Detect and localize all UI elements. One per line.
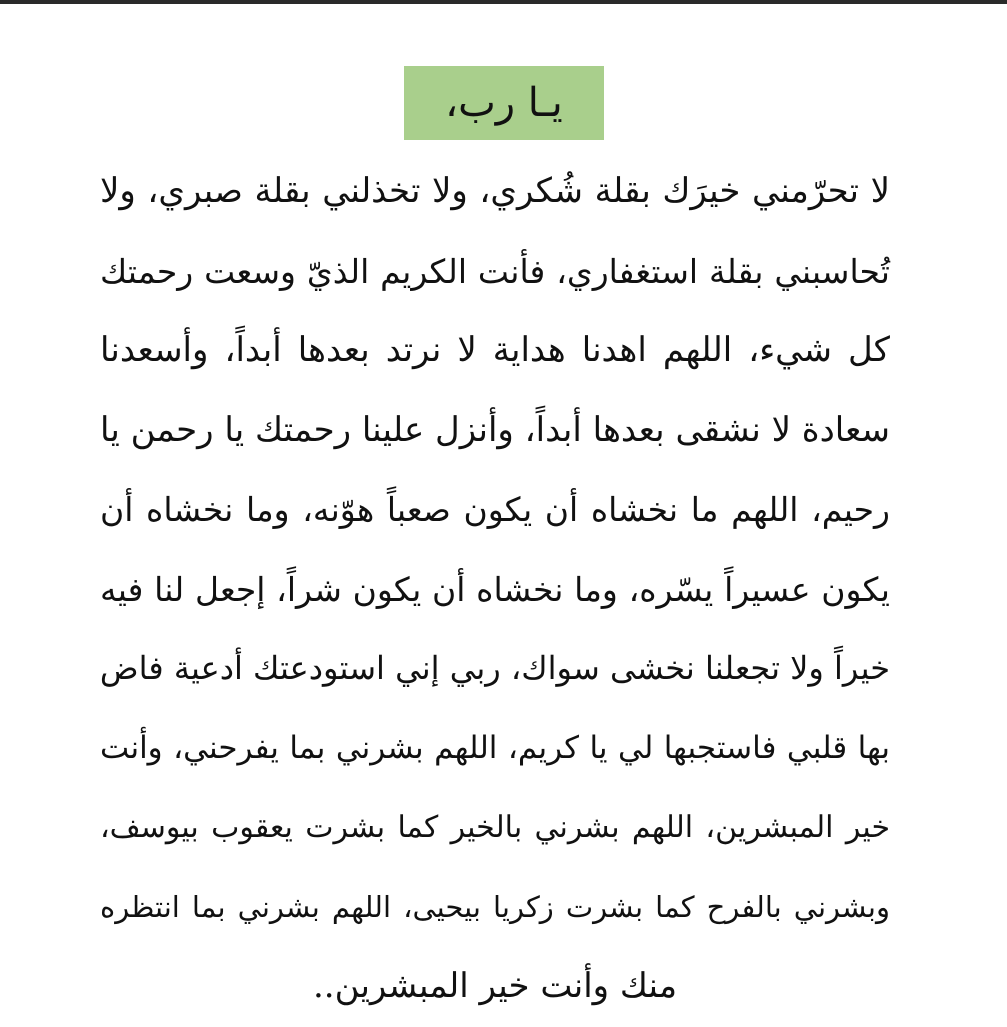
text-line-8: بها قلبي فاستجبها لي يا كريم، اللهم بشرني بما يفرحني، وأنت xyxy=(100,729,890,766)
text-line-10: وبشرني بالفرح كما بشرت زكريا بيحيى، اللهم بشرني بما انتظره xyxy=(100,889,890,924)
text-line-1: لا تحرّمني خيرَك بقلة شُكري، ولا تخذلني بقلة صبري، ولا xyxy=(100,171,890,211)
text-line-2: تُحاسبني بقلة استغفاري، فأنت الكريم الذيّ وسعت رحمتك xyxy=(100,251,890,291)
text-line-9: خير المبشرين، اللهم بشرني بالخير كما بشرت يعقوب بيوسف، xyxy=(100,810,890,845)
text-line-6: يكون عسيراً يسّره، وما نخشاه أن يكون شراً، إجعل لنا فيه xyxy=(100,569,890,609)
text-line-3: كل شيء، اللهم اهدنا هداية لا نرتد بعدها أبداً، وأسعدنا xyxy=(100,330,890,370)
text-line-7: خيراً ولا تجعلنا نخشى سواك، ربي إني استودعتك أدعية فاض xyxy=(99,649,890,687)
title-banner xyxy=(404,66,604,140)
top-border-rule xyxy=(0,0,1007,4)
prayer-text xyxy=(100,152,890,1027)
text-line-4: سعادة لا نشقى بعدها أبداً، وأنزل علينا رحمتك يا رحمن يا xyxy=(99,409,890,450)
text-line-5: رحيم، اللهم ما نخشاه أن يكون صعباً هوّنه، وما نخشاه أن xyxy=(100,490,890,529)
page-title: يـا رب، xyxy=(445,80,563,126)
text-line-11: منك وأنت خير المبشرين.. xyxy=(312,966,678,1006)
